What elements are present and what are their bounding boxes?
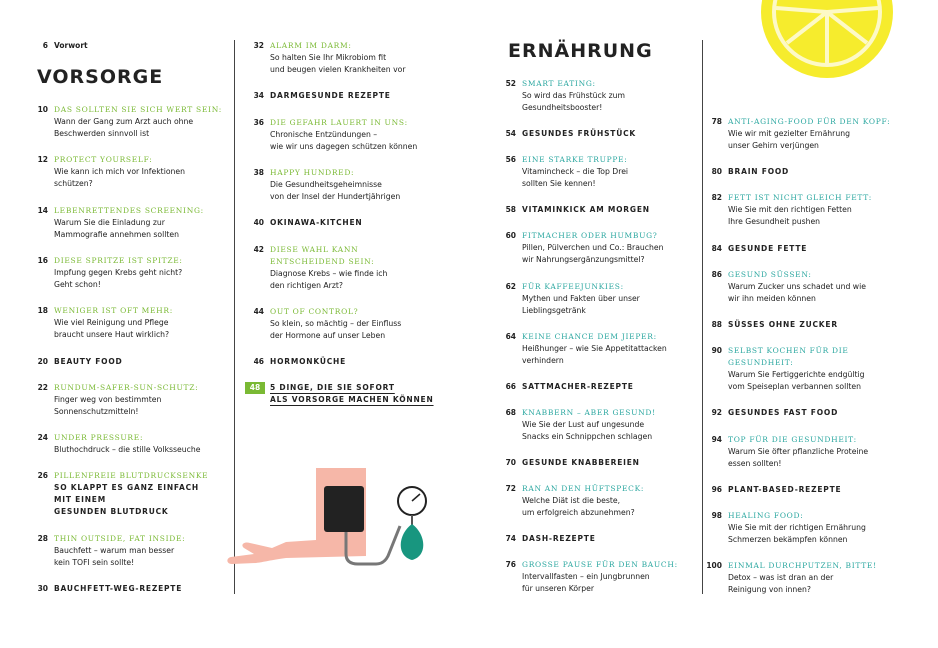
entry-description: Bluthochdruck – die stille Volksseuche [54, 445, 201, 455]
entry-description: verhindern [522, 355, 564, 365]
entry-heading: UNDER PRESSURE: [54, 433, 144, 443]
entry-description: vom Speiseplan verbannen sollten [728, 382, 862, 392]
entry-description: Wie kann ich mich vor Infektionen [54, 167, 186, 177]
page-number: 70 [505, 457, 516, 467]
entry-description: Impfung gegen Krebs geht nicht? [54, 267, 183, 277]
page-number: 44 [253, 306, 264, 316]
section-title-vorsorge: VORSORGE [37, 66, 164, 88]
page-number: 12 [37, 155, 48, 165]
page-number: 74 [505, 534, 516, 544]
entry-title: VITAMINKICK AM MORGEN [522, 205, 650, 215]
page-number: 68 [505, 407, 516, 417]
page-number-badge: 48 [245, 382, 265, 394]
entry-title: 5 DINGE, DIE SIE SOFORT [270, 383, 395, 393]
entry-description: Wann der Gang zum Arzt auch ohne [54, 117, 194, 126]
page-number: 64 [505, 331, 516, 341]
entry-description: Pillen, Pülverchen und Co.: Brauchen [522, 243, 664, 253]
entry-description: Diagnose Krebs – wie finde ich [270, 268, 388, 278]
lemon-slice-illustration [754, 0, 904, 90]
entry-description: kein TOFI sein sollte! [54, 557, 135, 567]
page-number: 84 [711, 243, 722, 253]
page-number: 10 [37, 105, 48, 114]
entry-description: essen sollten! [728, 458, 782, 468]
entry-title: OKINAWA-KITCHEN [270, 218, 363, 228]
entry-heading: FETT IST NICHT GLEICH FETT: [728, 193, 872, 203]
page-number: 34 [253, 91, 264, 101]
entry-description: wir Nahrungsergänzungsmittel? [522, 255, 645, 265]
entry-description: So halten Sie Ihr Mikrobiom fit [270, 53, 387, 62]
column-divider [702, 40, 703, 594]
entry-heading: WENIGER IST OFT MEHR: [54, 306, 174, 316]
entry-heading: DIE GEFAHR LAUERT IN UNS: [270, 117, 408, 127]
entry-heading: DIESE SPRITZE IST SPITZE: [54, 255, 183, 265]
entry-description: Wie wir mit gezielter Ernährung [728, 129, 850, 138]
entry-heading: GESUNDHEIT: [728, 358, 794, 368]
entry-heading: TOP FÜR DIE GESUNDHEIT: [728, 434, 857, 444]
entry-heading: EINMAL DURCHPUTZEN, BITTE! [728, 561, 877, 571]
entry-heading: RUNDUM-SAFER-SUN-SCHUTZ: [54, 382, 199, 392]
entry-description: Chronische Entzündungen – [270, 129, 378, 139]
entry-heading: RAN AN DEN HÜFTSPECK: [522, 484, 645, 493]
entry-description: der Hormone auf unser Leben [270, 330, 386, 340]
entry-heading: HAPPY HUNDRED: [270, 167, 355, 177]
entry-title: MIT EINEM [54, 495, 106, 505]
entry-description: den richtigen Arzt? [270, 280, 343, 290]
entry-heading: SELBST KOCHEN FÜR DIE [728, 346, 849, 356]
entry-description: Heißhunger – wie Sie Appetitattacken [522, 343, 667, 353]
entry-heading: ALARM IM DARM: [270, 41, 352, 50]
entry-description: Sonnenschutzmitteln! [54, 406, 139, 416]
page-number: 60 [505, 231, 516, 241]
page-number: 24 [37, 433, 48, 443]
page-number: 32 [253, 41, 264, 50]
page-number: 66 [505, 381, 516, 391]
pump-bulb-icon [401, 524, 424, 560]
page-number: 92 [711, 408, 722, 418]
entry-description: Beschwerden sinnvoll ist [54, 129, 150, 138]
page-number: 40 [253, 218, 264, 228]
page-number: 54 [505, 129, 516, 139]
entry-description: wir ihn meiden können [728, 293, 816, 303]
entry-description: wie wir uns dagegen schützen können [270, 141, 418, 151]
entry-description: um erfolgreich abzunehmen? [522, 508, 635, 517]
entry-title: SO KLAPPT ES GANZ EINFACH [54, 483, 199, 493]
page-number: 78 [711, 117, 722, 126]
cuff [324, 486, 364, 532]
entry-title: BEAUTY FOOD [54, 356, 123, 366]
entry-heading: DIESE WAHL KANN [270, 244, 359, 254]
page-number: 16 [37, 255, 48, 265]
entry-title: GESUNDES FAST FOOD [728, 408, 839, 418]
entry-heading: ENTSCHEIDEND SEIN: [270, 256, 375, 266]
entry-description: Welche Diät ist die beste, [522, 496, 621, 505]
entry-heading: KNABBERN – ABER GESUND! [522, 407, 656, 417]
entry-heading: FITMACHER ODER HUMBUG? [522, 231, 658, 241]
entry-description: Finger weg von bestimmten [54, 394, 162, 404]
entry-heading: EINE STARKE TRUPPE: [522, 155, 628, 165]
page-number: 88 [711, 320, 722, 329]
page-number: 18 [37, 306, 48, 316]
entry-description: Gesundheitsbooster! [522, 103, 603, 112]
entry-description: von der Insel der Hundertjährigen [270, 191, 401, 201]
page-number: 14 [37, 205, 48, 215]
entry-heading: ANTI-AGING-FOOD FÜR DEN KOPF: [728, 117, 891, 126]
page-number: 52 [505, 79, 516, 88]
page-number: 46 [253, 357, 264, 367]
section-title-ernaehrung: ERNÄHRUNG [508, 40, 653, 62]
page-number: 76 [505, 560, 516, 570]
entry-description: Warum Sie öfter pflanzliche Proteine [728, 446, 869, 456]
entry-title: BAUCHFETT-WEG-REZEPTE [54, 584, 183, 593]
entry-description: Mammografie annehmen sollten [54, 229, 179, 239]
entry-heading: GROSSE PAUSE FÜR DEN BAUCH: [522, 560, 678, 570]
entry-description: Geht schon! [54, 279, 101, 289]
page-number: 94 [711, 434, 722, 444]
entry-title: DASH-REZEPTE [522, 534, 596, 544]
entry-heading: SMART EATING: [522, 79, 596, 88]
page-number: 42 [253, 244, 264, 254]
page-number: 22 [37, 382, 48, 392]
entry-description: Detox – was ist dran an der [728, 573, 834, 583]
page-number: 56 [505, 155, 516, 165]
entry-description: unser Gehirn verjüngen [728, 141, 819, 150]
page-number: 86 [711, 269, 722, 279]
entry-title: HORMONKÜCHE [270, 357, 347, 367]
entry-description: So klein, so mächtig – der Einfluss [270, 318, 402, 328]
entry-description: So wird das Frühstück zum [522, 91, 626, 100]
entry-description: Warum Sie die Einladung zur [54, 217, 165, 227]
entry-heading: PROTECT YOURSELF: [54, 155, 153, 165]
page-number: 80 [711, 167, 722, 177]
entry-title: DARMGESUNDE REZEPTE [270, 91, 391, 101]
entry-heading: GESUND SÜSSEN: [728, 269, 812, 279]
entry-heading: HEALING FOOD: [728, 511, 804, 520]
entry-title: GESUNDEN BLUTDRUCK [54, 507, 169, 517]
page-number: 90 [711, 346, 722, 356]
entry-heading: KEINE CHANCE DEM JIEPER: [522, 331, 657, 341]
page-number: 96 [711, 484, 722, 494]
entry-heading: DAS SOLLTEN SIE SICH WERT SEIN: [54, 105, 222, 114]
entry-title: PLANT-BASED-REZEPTE [728, 484, 842, 494]
page-number: 6 [42, 41, 48, 50]
blood-pressure-illustration [226, 468, 446, 588]
page-number: 36 [253, 117, 264, 127]
page-number: 82 [711, 193, 722, 203]
entry-title: BRAIN FOOD [728, 167, 790, 177]
entry-description: schützen? [54, 179, 93, 189]
entry-title: GESUNDE KNABBEREIEN [522, 457, 640, 467]
entry-heading: PILLENFREIE BLUTDRUCKSENKE [54, 471, 209, 481]
entry-title: ALS VORSORGE MACHEN KÖNNEN [270, 395, 434, 405]
entry-description: Wie Sie mit der richtigen Ernährung [728, 523, 866, 532]
entry-heading: THIN OUTSIDE, FAT INSIDE: [54, 533, 186, 543]
entry-description: Ihre Gesundheit pushen [728, 217, 821, 227]
entry-description: Snacks ein Schnippchen schlagen [522, 431, 653, 441]
page-number: 28 [37, 533, 48, 543]
entry-heading: FÜR KAFFEEJUNKIES: [522, 281, 624, 291]
entry-description: Schmerzen bekämpfen können [728, 535, 848, 544]
page-number: 58 [505, 205, 516, 215]
entry-title: GESUNDE FETTE [728, 243, 808, 253]
entry-description: Wie Sie mit den richtigen Fetten [728, 205, 852, 215]
page-number: 30 [37, 584, 48, 593]
page-number: 98 [711, 511, 722, 520]
entry-description: braucht unsere Haut wirklich? [54, 330, 170, 340]
entry-heading: OUT OF CONTROL? [270, 306, 359, 316]
entry-description: Bauchfett – warum man besser [54, 545, 175, 555]
entry-title: SATTMACHER-REZEPTE [522, 381, 634, 391]
entry-title: GESUNDES FRÜHSTÜCK [522, 129, 636, 139]
entry-description: Lieblingsgetränk [522, 305, 586, 315]
page-number: 38 [253, 167, 264, 177]
entry-description: Wie Sie der Lust auf ungesunde [522, 419, 645, 429]
entry-description: Die Gesundheitsgeheimnisse [270, 179, 382, 189]
entry-description: Reinigung von innen? [728, 585, 811, 595]
entry-description: Wie viel Reinigung und Pflege [54, 318, 169, 328]
page-number: 100 [706, 561, 722, 571]
entry-description: und beugen vielen Krankheiten vor [270, 65, 406, 74]
entry-heading: LEBENRETTENDES SCREENING: [54, 205, 204, 215]
entry-description: sollten Sie kennen! [522, 179, 596, 189]
page-number: 26 [37, 471, 48, 481]
entry-description: Warum Zucker uns schadet und wie [728, 281, 866, 291]
entry-description: Intervallfasten – ein Jungbrunnen [522, 572, 650, 582]
entry-description: Vitamincheck – die Top Drei [522, 167, 629, 177]
page-number: 72 [505, 484, 516, 493]
entry-label: Vorwort [54, 41, 88, 50]
page-number: 20 [37, 356, 48, 366]
page-number: 62 [505, 281, 516, 291]
entry-title: SÜSSES OHNE ZUCKER [728, 320, 838, 329]
entry-description: Warum Sie Fertiggerichte endgültig [728, 370, 865, 380]
entry-description: Mythen und Fakten über unser [522, 293, 640, 303]
entry-description: für unseren Körper [522, 584, 594, 594]
